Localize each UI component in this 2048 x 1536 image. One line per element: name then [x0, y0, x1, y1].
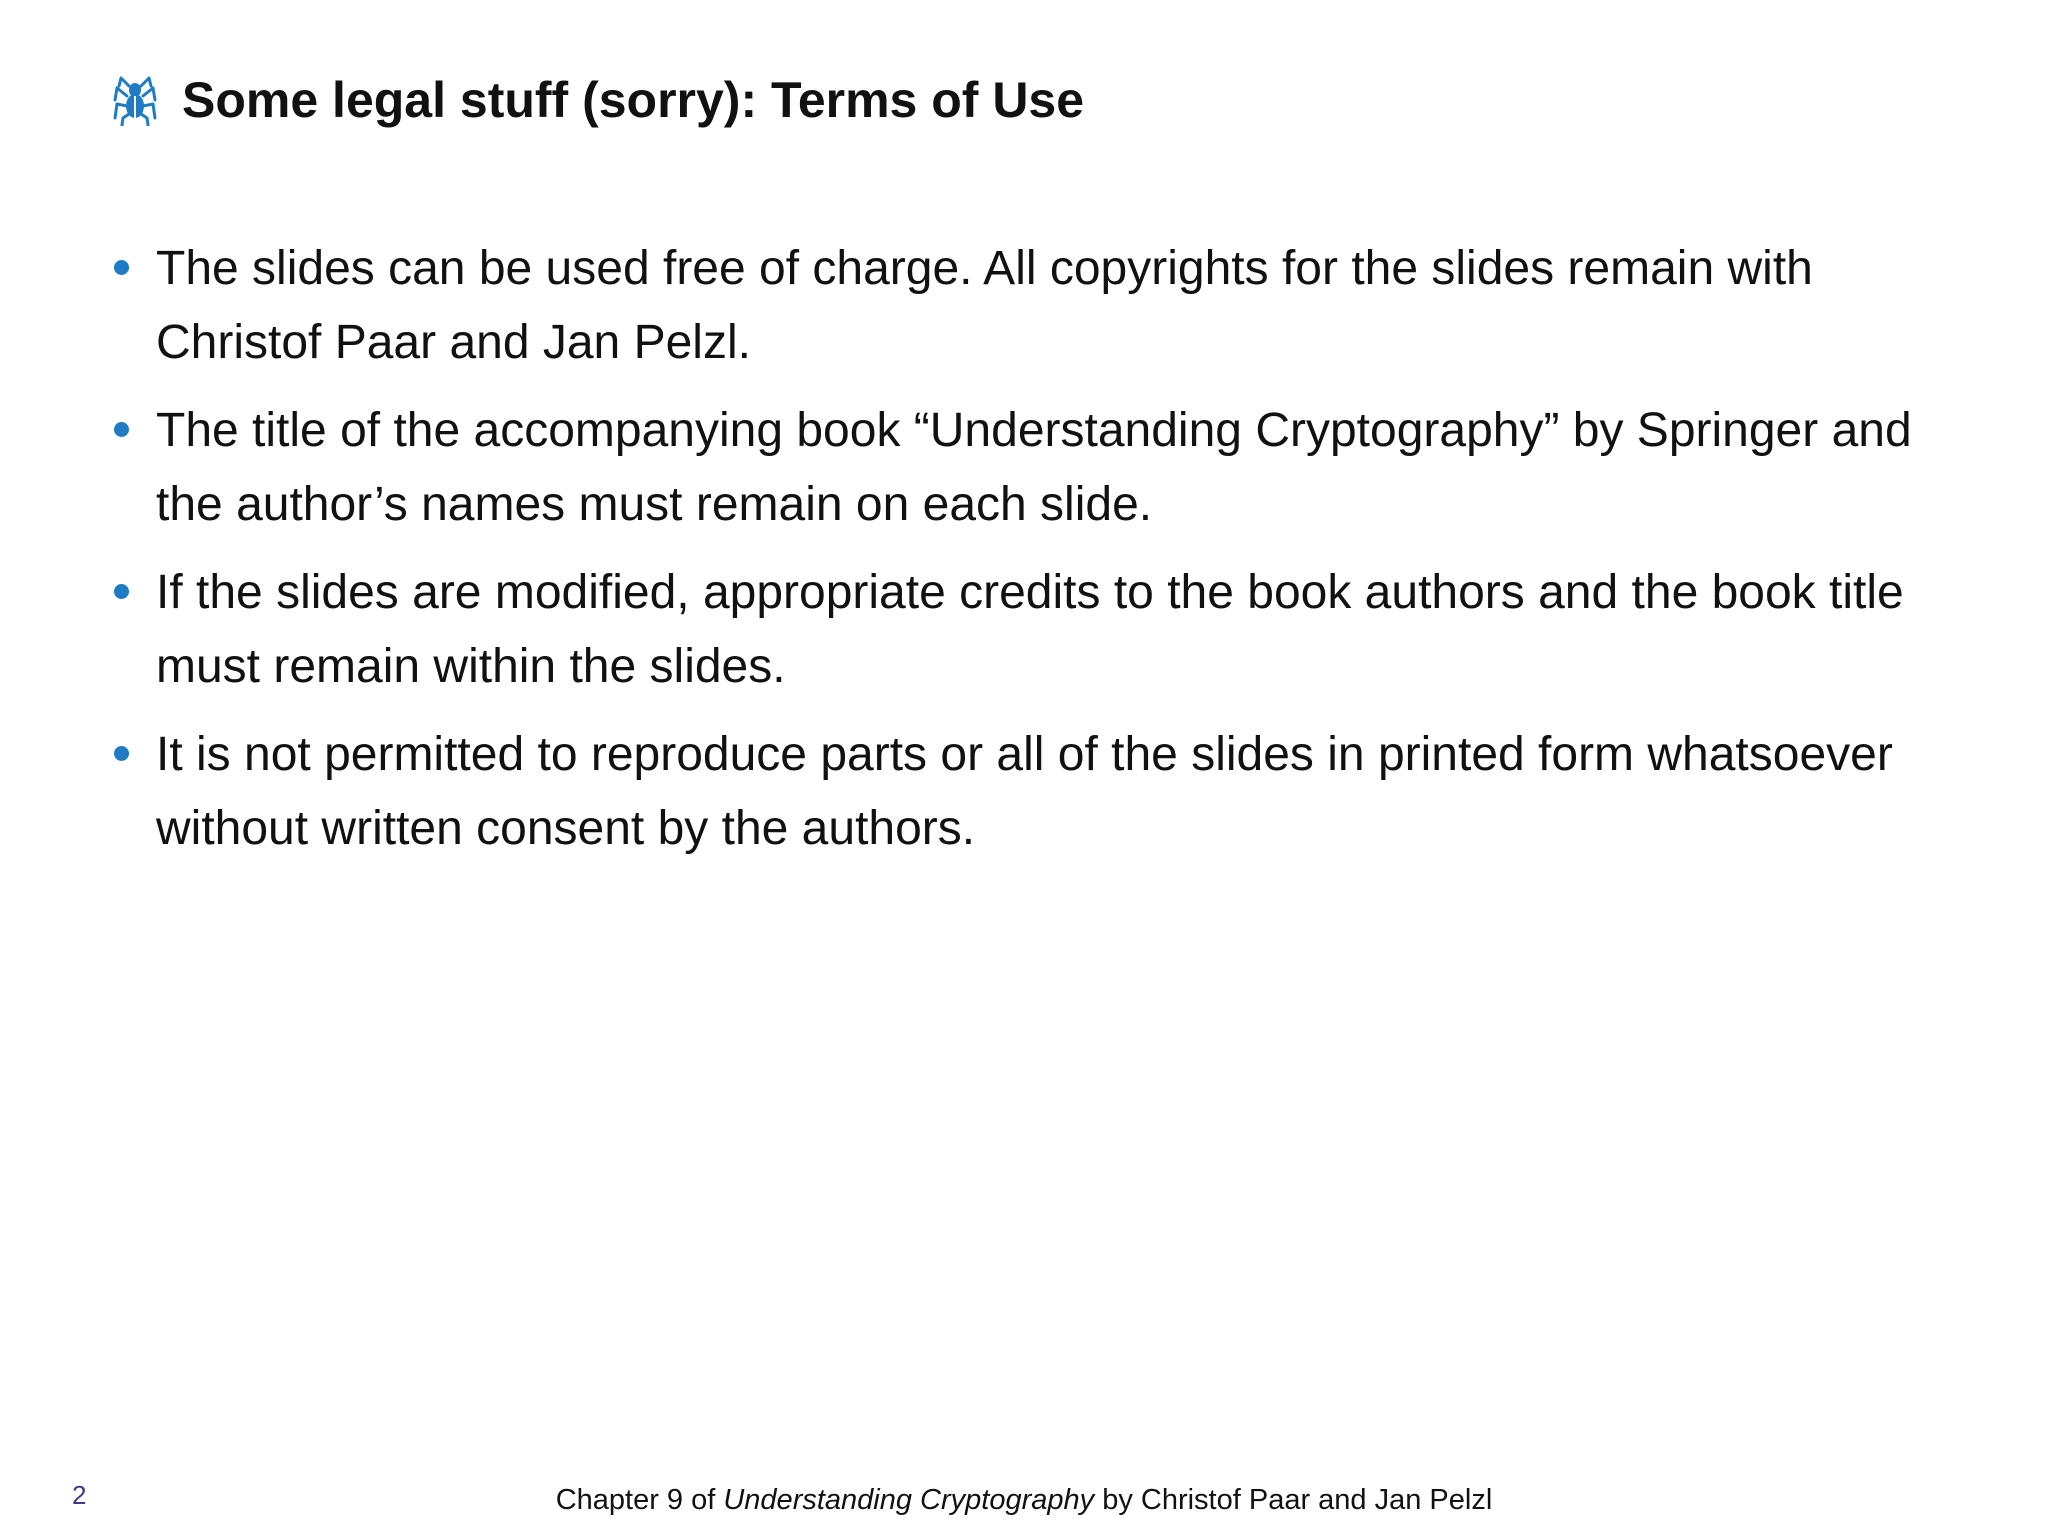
bullet-marker	[114, 422, 129, 437]
footer-book-title: Understanding Cryptography	[723, 1484, 1095, 1516]
bullet-list	[112, 232, 1972, 880]
bullet-text: The title of the accompanying book “Understanding Cryptography” by Springer and the author’s names must remain on each slide.	[156, 404, 1912, 531]
bullet-marker	[114, 746, 129, 761]
bullet-text: The slides can be used free of charge. All copyrights for the slides remain with Christof Paar and Jan Pelzl.	[156, 242, 1813, 369]
page-number: 2	[72, 1480, 87, 1510]
spider-icon	[112, 74, 158, 126]
list-item	[112, 556, 1972, 704]
slide-title: Some legal stuff (sorry): Terms of Use	[182, 72, 1085, 128]
list-item	[112, 718, 1972, 866]
list-item	[112, 232, 1972, 380]
bullet-marker	[114, 260, 129, 275]
bullet-text: If the slides are modified, appropriate credits to the book authors and the book title must remain within the slides.	[156, 566, 1904, 693]
footer-credit-suffix: by Christof Paar and Jan Pelzl	[1094, 1484, 1493, 1516]
list-item	[112, 394, 1972, 542]
slide-header	[112, 68, 1084, 132]
bullet-marker	[114, 584, 129, 599]
bullet-text: It is not permitted to reproduce parts or all of the slides in printed form whatsoever without written consent by the authors.	[156, 728, 1893, 855]
footer-credit	[0, 1484, 2048, 1517]
footer-credit-prefix: Chapter 9 of	[555, 1484, 724, 1516]
